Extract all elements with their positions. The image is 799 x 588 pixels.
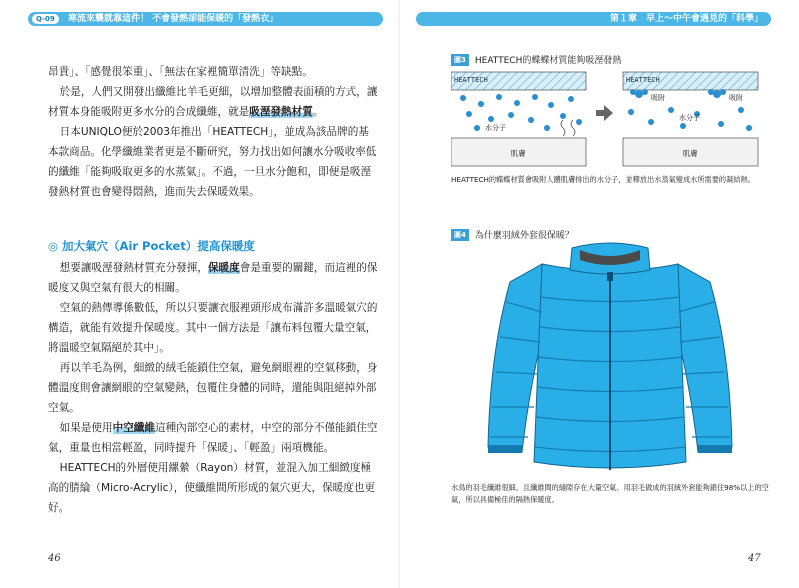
text: 想要讓吸溼發熱材質充分發揮， (59, 262, 208, 274)
text: 於是，人們又開發出纖維比羊毛更細，以增加整體表面積的方式，讓材質本身能吸附更多水分的合成纖維，就是 (48, 86, 378, 118)
paragraph: 空氣的熱傳導係數低，所以只要讓衣服裡頭形成布滿許多溫暖氣穴的構造，就能有效提升保暖度。其中一個方法是「讓布料包覆大量空氣，將溫暖空氣隔絕於其中」。 (48, 302, 378, 354)
left-page-number: 46 (48, 553, 61, 564)
fig4-number: 圖4 (451, 229, 469, 241)
right-running-header (416, 12, 771, 26)
fabric-label-right: HEATTECH (626, 76, 660, 84)
adsorb-label-2: 吸附 (729, 94, 743, 102)
section-title: ◎ 加大氣穴（Air Pocket）提高保暖度 (48, 239, 255, 253)
left-running-header (28, 12, 383, 26)
left-text-block-2 (48, 258, 378, 518)
down-jacket-illustration (480, 242, 740, 477)
left-header-title: 寒流來襲就靠這件！ 不會發熱卻能保暖的「發熱衣」 (68, 14, 279, 24)
paragraph: 日本UNIQLO便於2003年推出「HEATTECH」，並成為該品牌的基本款商品。化學纖維業者更是不斷研究，努力找出如何讓水分吸收率低的纖維「能夠吸取更多的水蒸氣」。不過，一旦水分飽和，即便是吸溼發熱材質也會變得悶熱，進而失去保暖效果。 (48, 126, 377, 198)
skin-label-right: 肌膚 (682, 149, 698, 158)
water-molecules-left (460, 94, 582, 131)
paragraph (48, 418, 378, 458)
text: 如果是使用 (59, 422, 113, 434)
process-arrow-icon (596, 105, 613, 121)
highlight-term: 保暖度 (207, 262, 240, 274)
page-gutter (398, 0, 400, 588)
water-label-left: 水分子 (485, 124, 506, 132)
highlight-term: 中空纖維 (112, 422, 155, 434)
text: 這種內部空心的素材，中空的部分不僅能鎖住空氣，重量也相當輕盈，同時提升「保暖」、「輕盈」兩項機能。 (48, 422, 378, 454)
fabric-label-left: HEATTECH (454, 76, 488, 84)
paragraph (48, 258, 378, 298)
fig3-diagram (451, 70, 771, 170)
fig4-title: 為什麼羽絨外套很保暖？ (474, 231, 574, 241)
paragraph: HEATTECH的外層使用縲縈（Rayon）材質，並混入加工細緻度極高的腈綸（Micro-Acrylic），使纖維間所形成的氣穴更大，保暖度也更好。 (48, 462, 376, 514)
right-header-title: 第１章 早上～中午會遇見的「科學」 (609, 14, 763, 24)
right-page-number: 47 (748, 553, 761, 564)
fig3-number: 圖3 (451, 54, 469, 66)
highlight-term: 吸溼發熱材質 (249, 106, 313, 118)
adsorbed-molecules (630, 89, 726, 98)
paragraph: 再以羊毛為例，細緻的絨毛能鎖住空氣，避免網眼裡的空氣移動，身體溫度則會讓網眼的空氣變熱，包覆住身體的同時，還能與阻絕掉外部空氣。 (48, 362, 378, 414)
skin-label-left: 肌膚 (510, 149, 526, 158)
vapor-wave-icon (571, 120, 575, 136)
fig3-label (451, 53, 621, 66)
text: 。 (312, 106, 324, 118)
text: 會是重要的關鍵，而這裡的保暖度又與空氣有很大的相關。 (48, 262, 378, 294)
left-cuff (488, 445, 522, 453)
fig4-label (451, 228, 574, 241)
water-label-right: 水分子 (679, 114, 700, 122)
left-text-block-1 (48, 62, 378, 202)
fig4-caption: 水鳥的羽毛纖維很細，且纖維間的縫隙存在大量空氣。用羽毛做成的羽絨外套能夠鎖住98%以上的空氣，所以具備極佳的隔熱保暖度。 (451, 483, 769, 504)
right-cuff (698, 445, 732, 453)
paragraph (48, 82, 378, 122)
fig3-caption: HEATTECH的蝶蝶材質會吸附人體肌膚排出的水分子，並釋放出水蒸氣變成水所需要的凝結熱。 (451, 175, 755, 184)
fig3-title: HEATTECH的蝶蝶材質能夠吸溼發熱 (474, 56, 622, 66)
paragraph: 昂貴」、「感覺很笨重」、「無法在家裡簡單清洗」等缺點。 (48, 66, 313, 78)
question-badge: Q-09 (32, 14, 59, 24)
zipper-pull-icon (607, 272, 613, 281)
vapor-wave-icon (561, 120, 565, 136)
adsorb-label-1: 吸附 (651, 94, 665, 102)
